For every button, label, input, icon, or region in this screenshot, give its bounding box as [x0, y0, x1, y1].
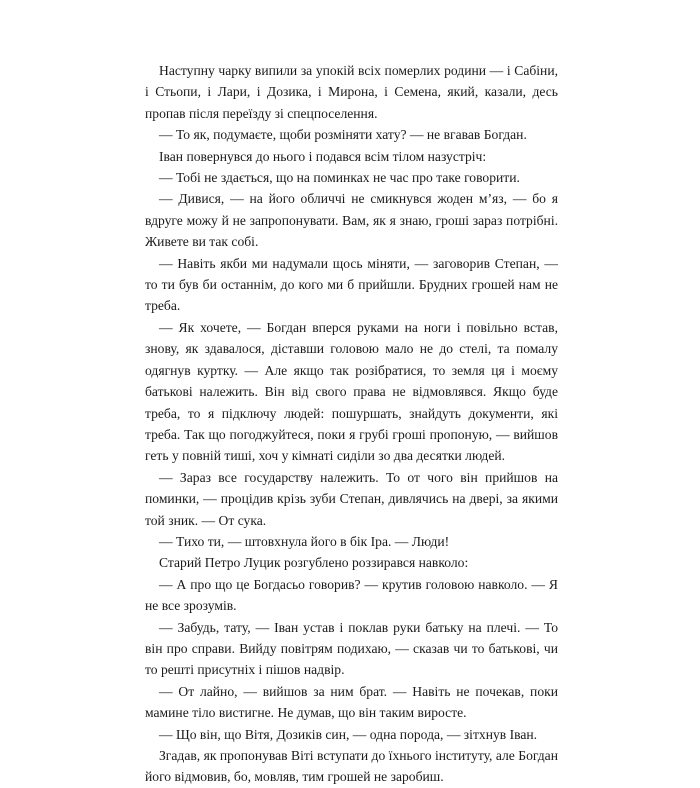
paragraph: — А про що це Богдасьо говорив? — крутив головою навколо. — Я не все зрозумів.: [145, 576, 558, 614]
paragraph: Згадав, як пропонував Віті вступати до їхнього інституту, але Богдан його відмовив, бо, мовляв, тим грошей не заробиш.: [145, 748, 558, 785]
book-page: [145, 60, 558, 788]
paragraph: — Навіть якби ми надумали щось міняти, — заговорив Степан, — то ти був би останнім, до кого ми б прийшли. Брудних грошей нам не треба.: [145, 255, 558, 314]
paragraph: — Зараз все государству належить. То от чого він прийшов на поминки, — процідив крізь зуби Степан, дивлячись на двері, за якими той зник. — От сука.: [145, 469, 558, 528]
paragraph: — Забудь, тату, — Іван устав і поклав руки батьку на плечі. — То він про справи. Вийду повітрям подихаю, — сказав чи то батькові, чи то решті присутніх і пішов надвір.: [145, 619, 558, 678]
paragraph: — То як, подумаєте, щоби розміняти хату? — не вгавав Богдан.: [159, 127, 527, 143]
paragraph: Наступну чарку випили за упокій всіх померлих родини — і Сабіни, і Стьопи, і Лари, і Дозика, і Мирона, і Семена, який, казали, десь пропав після переїзду зі спецпоселення.: [145, 63, 558, 121]
paragraph: — Як хочете, — Богдан вперся руками на ноги і повільно встав, знову, як здавалося, діставши головою мало не до стелі, та помалу одягнув куртку. — Але якщо так розібратися, то земля ця і моєму батькові належить. Він від свого права не відмовлявся. Якщо буде треба, то я підключу людей: пошуршать, знайдуть документи, які треба. Так що погоджуйтеся, поки я грубі гроші пропоную, — вийшов геть у повній тиші, хоч у кімнаті сиділи зо два десятки людей.: [145, 319, 558, 464]
paragraph: — От лайно, — вийшов за ним брат. — Навіть не почекав, поки мамине тіло вистигне. Не думав, що він таким виросте.: [145, 683, 558, 721]
paragraph: Іван повернувся до нього і подався всім тілом назустріч:: [159, 148, 487, 164]
paragraph: Старий Петро Луцик розгублено роззирався навколо:: [159, 555, 469, 571]
paragraph: — Що він, що Вітя, Дозиків син, — одна порода, — зітхнув Іван.: [159, 726, 538, 742]
paragraph: — Дивися, — на його обличчі не смикнувся жоден м’яз, — бо я вдруге можу й не запропонувати. Вам, як я знаю, гроші зараз потрібні. Живете ви так собі.: [145, 191, 558, 250]
paragraph: — Тобі не здається, що на поминках не час про таке говорити.: [159, 170, 520, 186]
paragraph: — Тихо ти, — штовхнула його в бік Іра. — Люди!: [159, 533, 450, 549]
